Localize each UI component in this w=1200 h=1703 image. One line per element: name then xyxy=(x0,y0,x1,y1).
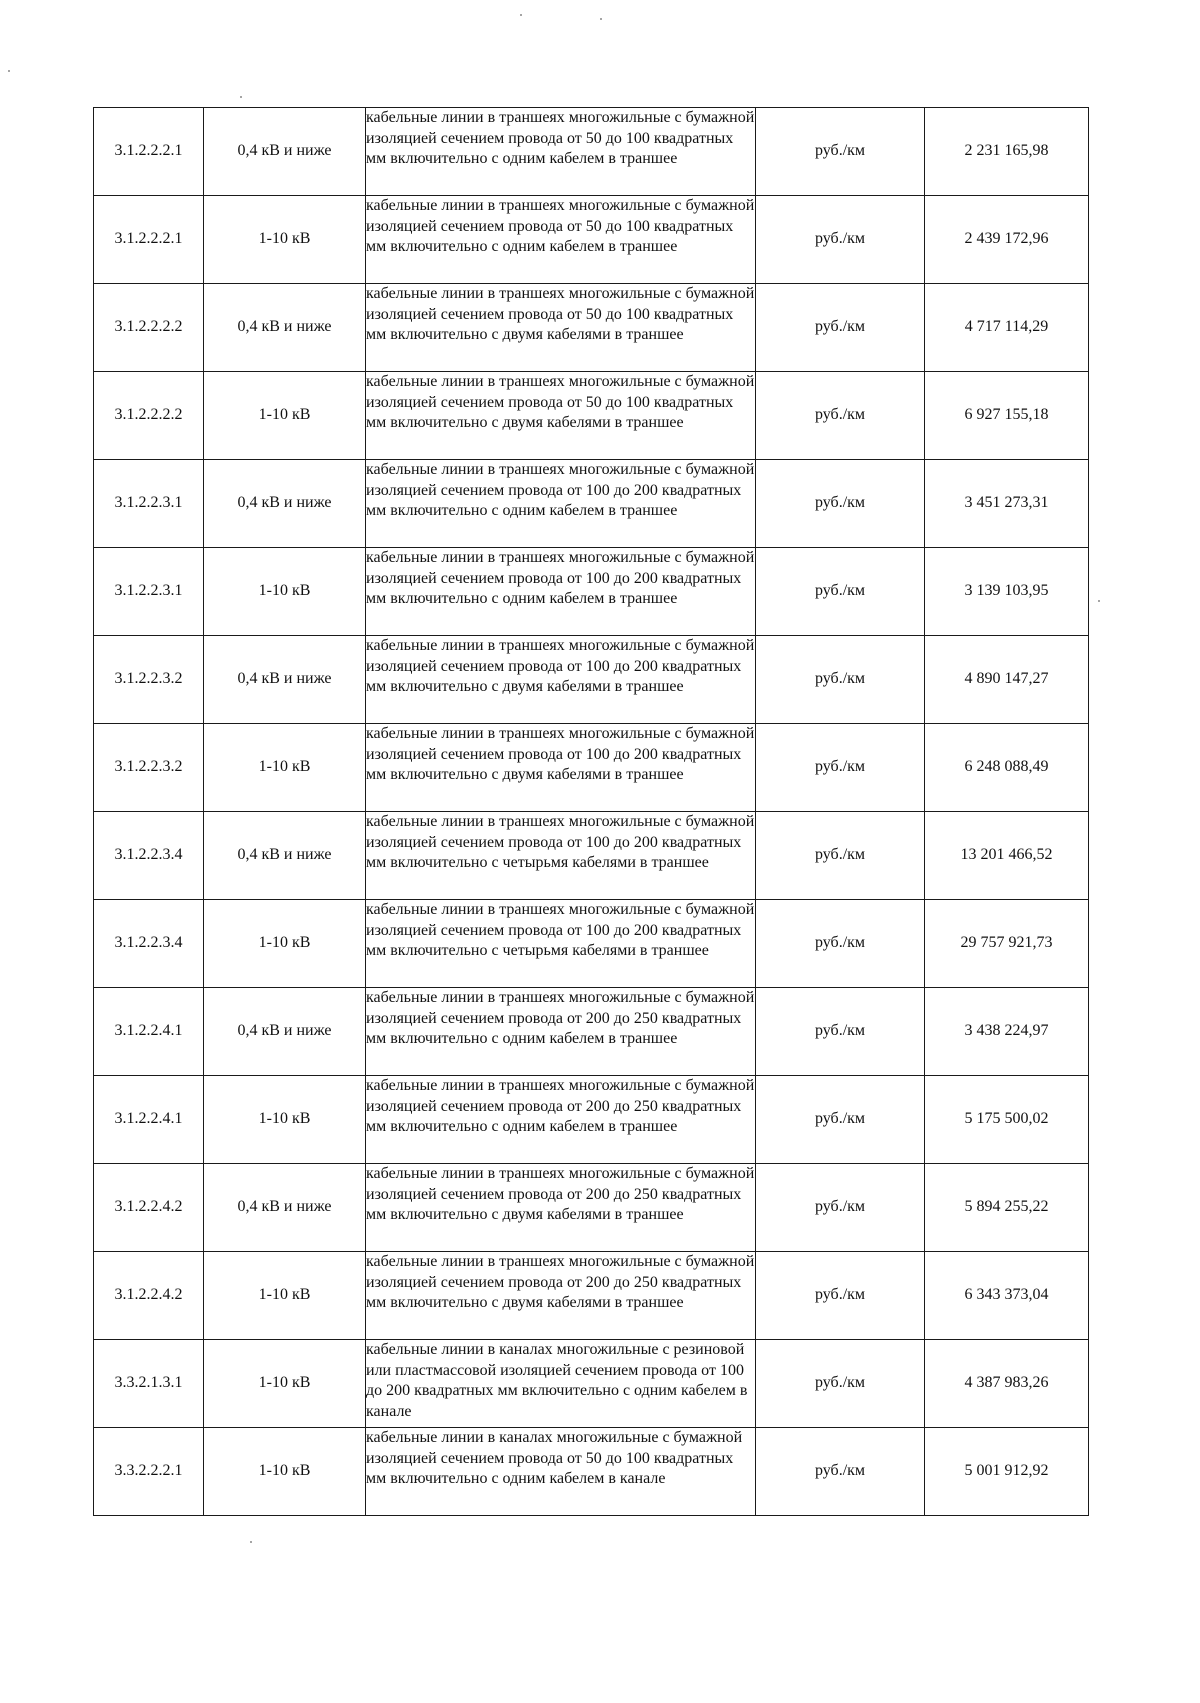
row-description: кабельные линии в траншеях многожильные с бумажной изоляцией сечением провода от 200 до 250 квадратных мм включительно с двумя кабелями в траншее xyxy=(366,1252,756,1340)
row-unit: руб./км xyxy=(756,1164,925,1252)
scan-speck xyxy=(600,18,602,20)
table-row xyxy=(94,548,1089,636)
row-unit: руб./км xyxy=(756,724,925,812)
row-code: 3.1.2.2.4.2 xyxy=(94,1252,204,1340)
row-voltage: 1-10 кВ xyxy=(204,372,366,460)
row-description: кабельные линии в траншеях многожильные с бумажной изоляцией сечением провода от 100 до 200 квадратных мм включительно с одним кабелем в траншее xyxy=(366,460,756,548)
row-code: 3.3.2.1.3.1 xyxy=(94,1340,204,1428)
row-code: 3.1.2.2.3.1 xyxy=(94,548,204,636)
row-description: кабельные линии в траншеях многожильные с бумажной изоляцией сечением провода от 100 до 200 квадратных мм включительно с двумя кабелями в траншее xyxy=(366,636,756,724)
row-voltage: 1-10 кВ xyxy=(204,900,366,988)
row-code: 3.1.2.2.2.2 xyxy=(94,372,204,460)
scan-speck xyxy=(240,96,242,98)
row-price: 6 248 088,49 xyxy=(925,724,1089,812)
scan-speck xyxy=(520,14,522,16)
row-price: 5 894 255,22 xyxy=(925,1164,1089,1252)
row-price: 13 201 466,52 xyxy=(925,812,1089,900)
row-description: кабельные линии в траншеях многожильные с бумажной изоляцией сечением провода от 100 до 200 квадратных мм включительно с четырьмя кабелями в траншее xyxy=(366,900,756,988)
row-unit: руб./км xyxy=(756,900,925,988)
scan-speck xyxy=(8,70,10,72)
row-unit: руб./км xyxy=(756,1428,925,1516)
row-unit: руб./км xyxy=(756,108,925,196)
row-code: 3.1.2.2.2.2 xyxy=(94,284,204,372)
row-voltage: 1-10 кВ xyxy=(204,1252,366,1340)
row-code: 3.1.2.2.3.2 xyxy=(94,724,204,812)
row-price: 4 717 114,29 xyxy=(925,284,1089,372)
table-row xyxy=(94,900,1089,988)
row-unit: руб./км xyxy=(756,1076,925,1164)
row-unit: руб./км xyxy=(756,460,925,548)
row-price: 5 175 500,02 xyxy=(925,1076,1089,1164)
row-voltage: 0,4 кВ и ниже xyxy=(204,812,366,900)
row-unit: руб./км xyxy=(756,636,925,724)
row-code: 3.1.2.2.4.1 xyxy=(94,1076,204,1164)
table-row xyxy=(94,988,1089,1076)
row-voltage: 0,4 кВ и ниже xyxy=(204,1164,366,1252)
scan-speck xyxy=(250,1541,252,1543)
row-description: кабельные линии в траншеях многожильные с бумажной изоляцией сечением провода от 200 до 250 квадратных мм включительно с одним кабелем в траншее xyxy=(366,1076,756,1164)
table-row xyxy=(94,812,1089,900)
row-unit: руб./км xyxy=(756,196,925,284)
row-unit: руб./км xyxy=(756,1252,925,1340)
row-code: 3.1.2.2.3.2 xyxy=(94,636,204,724)
row-price: 2 231 165,98 xyxy=(925,108,1089,196)
tariff-table xyxy=(93,107,1089,1516)
table-row xyxy=(94,1252,1089,1340)
row-price: 5 001 912,92 xyxy=(925,1428,1089,1516)
table-row xyxy=(94,724,1089,812)
table-row xyxy=(94,1076,1089,1164)
table-row xyxy=(94,1340,1089,1428)
row-code: 3.1.2.2.3.4 xyxy=(94,812,204,900)
tariff-table-body xyxy=(94,108,1089,1516)
row-code: 3.1.2.2.2.1 xyxy=(94,108,204,196)
row-voltage: 1-10 кВ xyxy=(204,1428,366,1516)
row-code: 3.3.2.2.2.1 xyxy=(94,1428,204,1516)
row-price: 6 927 155,18 xyxy=(925,372,1089,460)
row-voltage: 0,4 кВ и ниже xyxy=(204,988,366,1076)
table-row xyxy=(94,196,1089,284)
row-code: 3.1.2.2.3.1 xyxy=(94,460,204,548)
row-price: 6 343 373,04 xyxy=(925,1252,1089,1340)
row-code: 3.1.2.2.3.4 xyxy=(94,900,204,988)
table-row xyxy=(94,372,1089,460)
row-voltage: 0,4 кВ и ниже xyxy=(204,284,366,372)
row-code: 3.1.2.2.4.2 xyxy=(94,1164,204,1252)
row-description: кабельные линии в траншеях многожильные с бумажной изоляцией сечением провода от 100 до 200 квадратных мм включительно с двумя кабелями в траншее xyxy=(366,724,756,812)
row-price: 4 387 983,26 xyxy=(925,1340,1089,1428)
row-unit: руб./км xyxy=(756,372,925,460)
row-description: кабельные линии в траншеях многожильные с бумажной изоляцией сечением провода от 50 до 100 квадратных мм включительно с двумя кабелями в траншее xyxy=(366,372,756,460)
table-row xyxy=(94,1164,1089,1252)
row-code: 3.1.2.2.2.1 xyxy=(94,196,204,284)
row-voltage: 1-10 кВ xyxy=(204,1340,366,1428)
table-row xyxy=(94,284,1089,372)
row-price: 3 139 103,95 xyxy=(925,548,1089,636)
row-description: кабельные линии в траншеях многожильные с бумажной изоляцией сечением провода от 200 до 250 квадратных мм включительно с одним кабелем в траншее xyxy=(366,988,756,1076)
row-unit: руб./км xyxy=(756,812,925,900)
row-description: кабельные линии в траншеях многожильные с бумажной изоляцией сечением провода от 200 до 250 квадратных мм включительно с двумя кабелями в траншее xyxy=(366,1164,756,1252)
row-description: кабельные линии в траншеях многожильные с бумажной изоляцией сечением провода от 50 до 100 квадратных мм включительно с двумя кабелями в траншее xyxy=(366,284,756,372)
row-unit: руб./км xyxy=(756,548,925,636)
row-voltage: 1-10 кВ xyxy=(204,196,366,284)
table-row xyxy=(94,636,1089,724)
row-description: кабельные линии в траншеях многожильные с бумажной изоляцией сечением провода от 100 до 200 квадратных мм включительно с четырьмя кабелями в траншее xyxy=(366,812,756,900)
row-description: кабельные линии в каналах многожильные с резиновой или пластмассовой изоляцией сечением провода от 100 до 200 квадратных мм включительно с одним кабелем в канале xyxy=(366,1340,756,1428)
table-row xyxy=(94,108,1089,196)
row-voltage: 1-10 кВ xyxy=(204,1076,366,1164)
row-voltage: 0,4 кВ и ниже xyxy=(204,460,366,548)
row-voltage: 1-10 кВ xyxy=(204,548,366,636)
row-description: кабельные линии в траншеях многожильные с бумажной изоляцией сечением провода от 50 до 100 квадратных мм включительно с одним кабелем в траншее xyxy=(366,196,756,284)
row-description: кабельные линии в траншеях многожильные с бумажной изоляцией сечением провода от 100 до 200 квадратных мм включительно с одним кабелем в траншее xyxy=(366,548,756,636)
row-description: кабельные линии в каналах многожильные с бумажной изоляцией сечением провода от 50 до 100 квадратных мм включительно с одним кабелем в канале xyxy=(366,1428,756,1516)
row-unit: руб./км xyxy=(756,1340,925,1428)
row-price: 2 439 172,96 xyxy=(925,196,1089,284)
table-row xyxy=(94,460,1089,548)
scan-speck xyxy=(1098,600,1100,602)
row-description: кабельные линии в траншеях многожильные с бумажной изоляцией сечением провода от 50 до 100 квадратных мм включительно с одним кабелем в траншее xyxy=(366,108,756,196)
row-voltage: 1-10 кВ xyxy=(204,724,366,812)
row-voltage: 0,4 кВ и ниже xyxy=(204,108,366,196)
table-row xyxy=(94,1428,1089,1516)
row-unit: руб./км xyxy=(756,988,925,1076)
row-unit: руб./км xyxy=(756,284,925,372)
row-price: 29 757 921,73 xyxy=(925,900,1089,988)
row-voltage: 0,4 кВ и ниже xyxy=(204,636,366,724)
row-code: 3.1.2.2.4.1 xyxy=(94,988,204,1076)
row-price: 3 438 224,97 xyxy=(925,988,1089,1076)
row-price: 4 890 147,27 xyxy=(925,636,1089,724)
row-price: 3 451 273,31 xyxy=(925,460,1089,548)
